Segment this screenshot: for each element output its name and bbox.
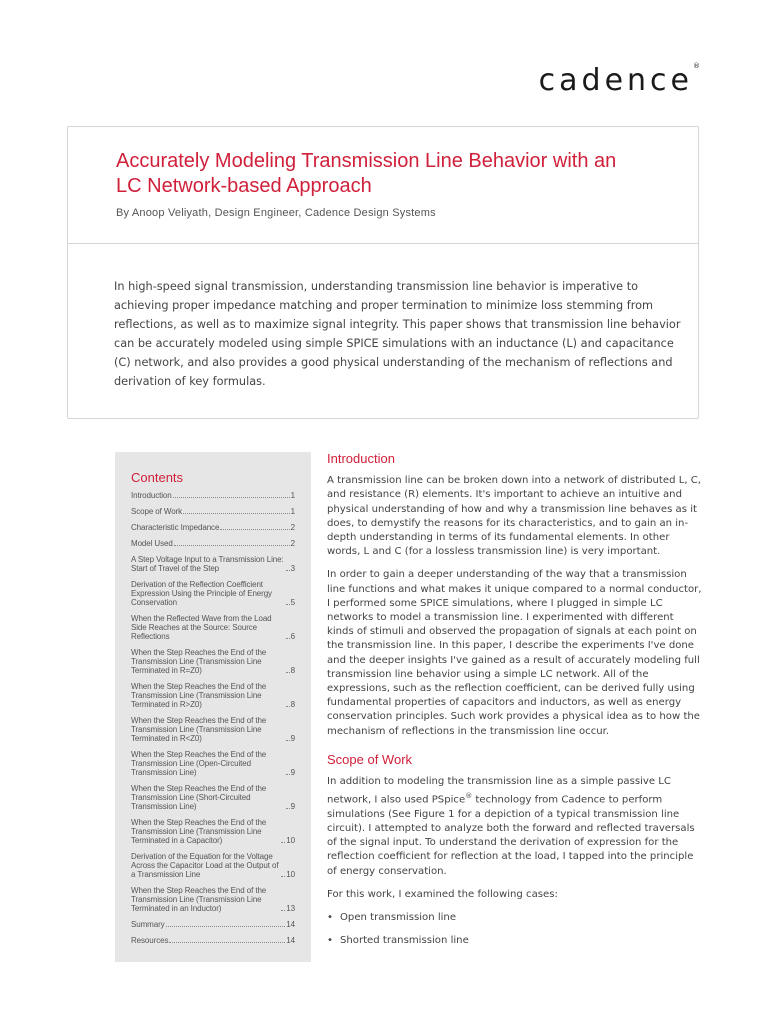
toc-leader-dots bbox=[286, 740, 290, 741]
toc-item-page: 3 bbox=[290, 564, 295, 573]
toc-item-label: When the Step Reaches the End of the Transmission Line (Transmission Line Terminated in R>Z0) bbox=[131, 682, 267, 709]
toc-item-label: When the Step Reaches the End of the Transmission Line (Open-Circuited Transmission Line) bbox=[131, 750, 267, 777]
pspice-registered-mark: ® bbox=[465, 792, 473, 801]
toc-item[interactable] bbox=[131, 539, 295, 548]
toc-item[interactable] bbox=[131, 886, 295, 913]
toc-item-label: When the Reflected Wave from the Load Side Reaches at the Source: Source Reflections bbox=[131, 614, 272, 641]
toc-item[interactable] bbox=[131, 716, 295, 743]
page-title: Accurately Modeling Transmission Line Behavior with an LC Network-based Approach bbox=[116, 150, 617, 197]
cases-list bbox=[327, 911, 703, 948]
toc-item-label: Derivation of the Equation for the Voltage Across the Capacitor Load at the Output of a Transmission Line bbox=[131, 852, 279, 879]
toc-item[interactable] bbox=[131, 614, 295, 641]
toc-item-label: Resources bbox=[131, 936, 169, 945]
toc-leader-dots bbox=[166, 926, 286, 927]
toc-item[interactable] bbox=[131, 784, 295, 811]
toc-leader-dots bbox=[281, 876, 285, 877]
intro-paragraph-2: In order to gain a deeper understanding of the way that a transmission line functions and what makes it unique compared to a normal conductor, I performed some SPICE simulations, where I plugged in simple LC networks to model a transmission line. I experimented with different kinds of stimuli and observed the propagation of signals at each point on the transmission line. In this paper, I describe the experiments I've done and the deeper insights I've gained as a result of accurately modeling full transmission line behavior using a simple LC network. All of the expressions, such as the reflection coefficient, can be derived fully using fundamental properties of capacitors and inductors, as well as energy conservation principles. Such work provides a physical idea as to how the mechanism of reflections in the transmission line occur. bbox=[327, 569, 702, 737]
toc-item-page: 14 bbox=[286, 936, 295, 945]
scope-paragraph-1 bbox=[327, 775, 703, 879]
toc-leader-dots bbox=[286, 706, 290, 707]
logo-text: cadence bbox=[538, 63, 693, 98]
scope-text-a: In addition to modeling the transmission line as a simple passive LC network, I also used PSpice bbox=[327, 776, 671, 806]
toc-leader-dots bbox=[286, 672, 290, 673]
toc-item-page: 2 bbox=[290, 523, 295, 532]
toc-item-label: Derivation of the Reflection Coefficient Expression Using the Principle of Energy Conservation bbox=[131, 580, 272, 607]
toc-item-label: Model Used bbox=[131, 539, 173, 548]
toc-list bbox=[131, 491, 295, 945]
toc-item[interactable] bbox=[131, 750, 295, 777]
scope-text-b: technology from Cadence to perform simulations (See Figure 1 for a depiction of a typical transmission line circuit). I attempted to analyze both the forward and reflected traversals of the signal input. To understand the derivation of expression for the reflection coefficient for reflection at the load, I tapped into the principle of energy conservation. bbox=[327, 794, 695, 877]
intro-heading: Introduction bbox=[327, 451, 395, 466]
cadence-logo bbox=[539, 62, 700, 98]
toc-item[interactable] bbox=[131, 491, 295, 500]
toc-leader-dots bbox=[281, 910, 285, 911]
abstract: In high-speed signal transmission, understanding transmission line behavior is imperative to achieving proper impedance matching and proper termination to minimize loss stemming from reflections, as well as to maximize signal integrity. This paper shows that transmission line behavior can be accurately modeled using simple SPICE simulations with an inductance (L) and capacitance (C) network, and also provides a good physical understanding of the mechanism of reflections and derivation of key formulas. bbox=[114, 280, 681, 388]
toc-item[interactable] bbox=[131, 852, 295, 879]
main-column bbox=[327, 452, 703, 957]
toc-item-page: 9 bbox=[290, 768, 295, 777]
toc-item-page: 1 bbox=[290, 491, 295, 500]
scope-paragraph-2: For this work, I examined the following cases: bbox=[327, 888, 558, 900]
toc-leader-dots bbox=[173, 497, 290, 498]
toc-item-page: 8 bbox=[290, 700, 295, 709]
header-divider bbox=[68, 243, 698, 244]
toc-item-label: When the Step Reaches the End of the Transmission Line (Transmission Line Terminated in R<Z0) bbox=[131, 716, 267, 743]
toc-item-page: 6 bbox=[290, 632, 295, 641]
toc-leader-dots bbox=[286, 570, 290, 571]
toc-item-page: 2 bbox=[290, 539, 295, 548]
toc-item-label: Summary bbox=[131, 920, 165, 929]
toc-item-label: When the Step Reaches the End of the Transmission Line (Short-Circuited Transmission Line) bbox=[131, 784, 267, 811]
toc-leader-dots bbox=[286, 808, 290, 809]
title-panel bbox=[67, 126, 699, 419]
toc-item-page: 5 bbox=[290, 598, 295, 607]
toc-leader-dots bbox=[169, 942, 285, 943]
toc-leader-dots bbox=[281, 842, 285, 843]
toc-item[interactable] bbox=[131, 580, 295, 607]
toc-item-label: When the Step Reaches the End of the Transmission Line (Transmission Line Terminated in a Capacitor) bbox=[131, 818, 267, 845]
toc-item-page: 1 bbox=[290, 507, 295, 516]
toc-item[interactable] bbox=[131, 555, 295, 573]
toc-item-label: Scope of Work bbox=[131, 507, 183, 516]
toc-item-page: 13 bbox=[286, 904, 295, 913]
case-item: • Shorted transmission line bbox=[327, 934, 703, 948]
toc-leader-dots bbox=[286, 774, 290, 775]
toc-item-page: 8 bbox=[290, 666, 295, 675]
toc-leader-dots bbox=[220, 529, 289, 530]
toc-leader-dots bbox=[286, 604, 290, 605]
toc-item-page: 9 bbox=[290, 802, 295, 811]
toc-item[interactable] bbox=[131, 523, 295, 532]
toc-leader-dots bbox=[183, 513, 290, 514]
toc-item-label: When the Step Reaches the End of the Transmission Line (Transmission Line Terminated in an Inductor) bbox=[131, 886, 267, 913]
case-item: • Open transmission line bbox=[327, 911, 703, 925]
registered-mark: ® bbox=[693, 62, 700, 70]
contents-sidebar bbox=[115, 452, 311, 962]
toc-item-page: 14 bbox=[286, 920, 295, 929]
toc-item[interactable] bbox=[131, 648, 295, 675]
toc-item[interactable] bbox=[131, 818, 295, 845]
toc-item-page: 10 bbox=[286, 836, 295, 845]
byline: By Anoop Veliyath, Design Engineer, Cadence Design Systems bbox=[116, 207, 436, 219]
toc-item-label: Characteristic Impedance bbox=[131, 523, 220, 532]
toc-leader-dots bbox=[286, 638, 290, 639]
scope-heading: Scope of Work bbox=[327, 751, 413, 767]
toc-item-label: A Step Voltage Input to a Transmission Line: Start of Travel of the Step bbox=[131, 555, 284, 573]
intro-paragraph-1: A transmission line can be broken down into a network of distributed L, C, and resistance (R) elements. It's important to achieve an intuitive and physical understanding of how and why a transmission line behaves as it does, to demystify the reasons for its characteristics, and to gain an in-depth understanding in terms of its fundamental elements. In other words, L and C (for a lossless transmission line) is very important. bbox=[327, 475, 701, 558]
toc-item[interactable] bbox=[131, 507, 295, 516]
toc-item[interactable] bbox=[131, 682, 295, 709]
toc-item-label: When the Step Reaches the End of the Transmission Line (Transmission Line Terminated in R=Z0) bbox=[131, 648, 267, 675]
toc-item-page: 10 bbox=[286, 870, 295, 879]
toc-item[interactable] bbox=[131, 936, 295, 945]
toc-item[interactable] bbox=[131, 920, 295, 929]
toc-item-label: Introduction bbox=[131, 491, 172, 500]
toc-leader-dots bbox=[174, 545, 290, 546]
toc-item-page: 9 bbox=[290, 734, 295, 743]
contents-heading: Contents bbox=[131, 470, 184, 485]
